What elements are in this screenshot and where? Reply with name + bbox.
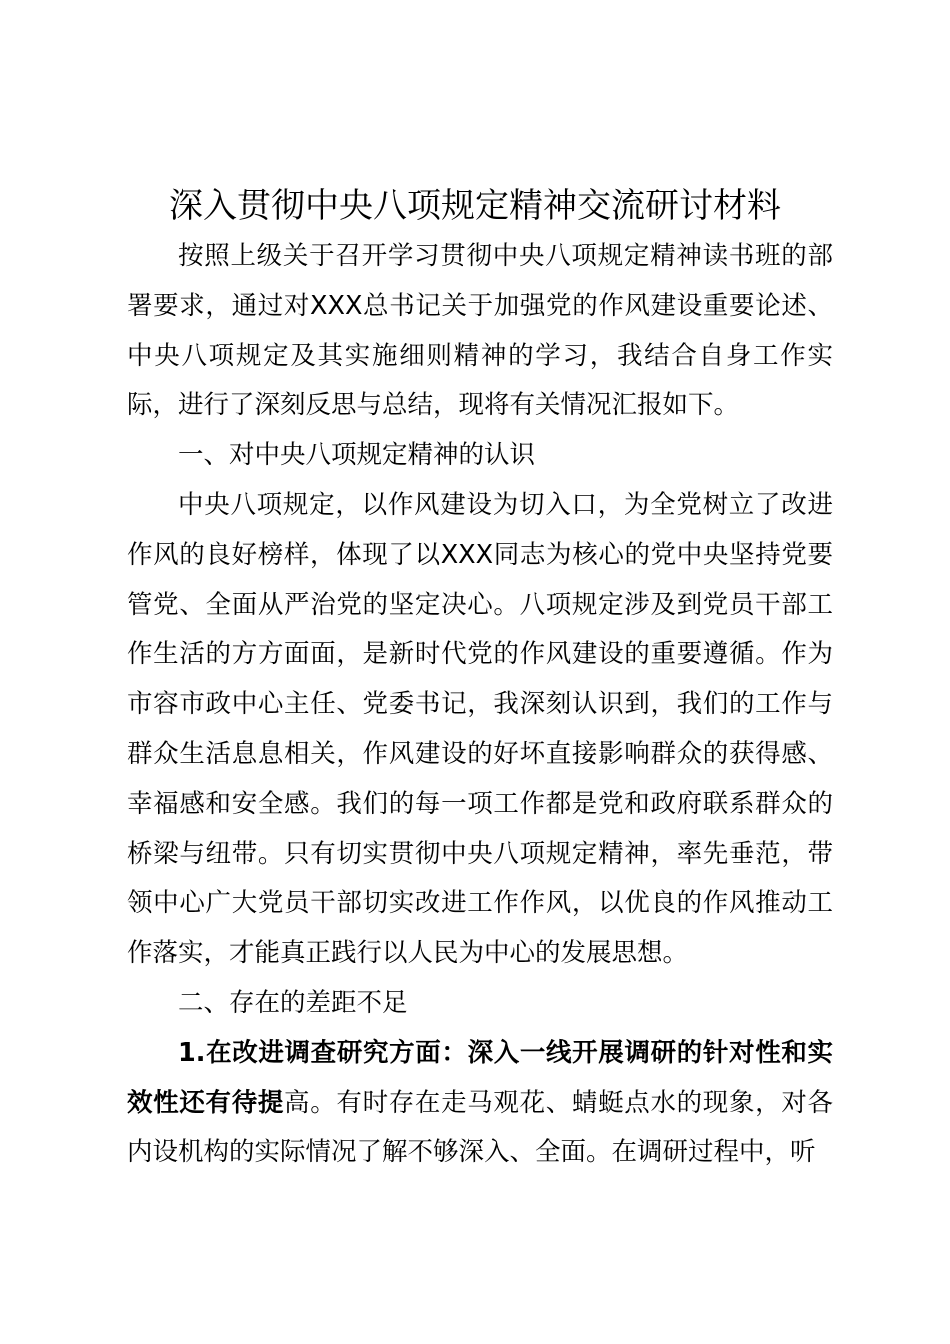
section-heading-1: 一、对中央八项规定精神的认识 bbox=[178, 440, 536, 471]
section-1-paragraph: 中央八项规定，以作风建设为切入口，为全党树立了改进作风的良好榜样，体现了以XXX同志为核心的党中央坚持党要管党、全面从严治党的坚定决心。八项规定涉及到党员干部工作生活的方方面面，是新时代党的作风建设的重要遵循。作为市容市政中心主任、党委书记，我深刻认识到，我们的工作与群众生活息息相关，作风建设的好坏直接影响群众的获得感、幸福感和安全感。我们的每一项工作都是党和政府联系群众的桥梁与纽带。只有切实贯彻中央八项规定精神，率先垂范，带领中心广大党员干部切实改进工作作风，以优良的作风推动工作落实，才能真正践行以人民为中心的发展思想。 bbox=[127, 489, 833, 969]
intro-paragraph: 按照上级关于召开学习贯彻中央八项规定精神读书班的部署要求，通过对XXX总书记关于加强党的作风建设重要论述、中央八项规定及其实施细则精神的学习，我结合自身工作实际，进行了深刻反思与总结，现将有关情况汇报如下。 bbox=[127, 241, 833, 421]
item-1-text: 高。有时存在走马观花、蜻蜓点水的现象，对各内设机构的实际情况了解不够深入、全面。在调研过程中，听 bbox=[127, 1087, 833, 1168]
item-1-bold-lead: 1.在改进调查研究方面：深入一线开展调研的针对性和实效性还有待提 bbox=[127, 1037, 833, 1118]
document-body bbox=[127, 232, 833, 1178]
item-1-paragraph bbox=[127, 1029, 833, 1178]
document-title: 深入贯彻中央八项规定精神交流研讨材料 bbox=[169, 186, 781, 226]
section-heading-2: 二、存在的差距不足 bbox=[178, 987, 408, 1018]
